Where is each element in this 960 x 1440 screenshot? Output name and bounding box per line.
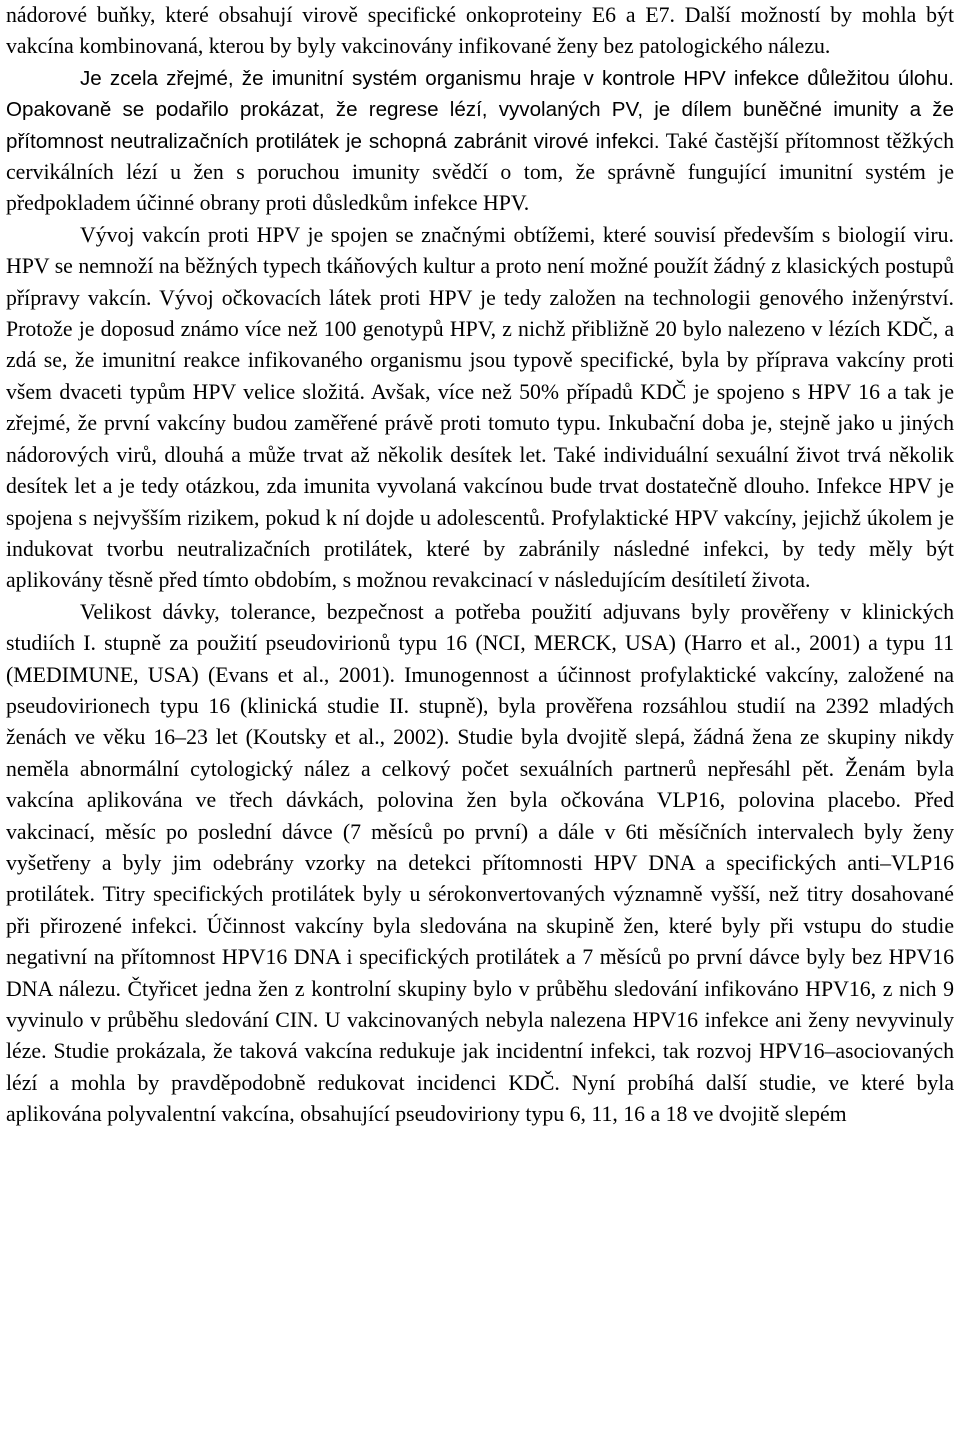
paragraph-2-part-1: Je zcela zřejmé, že imunitní systém organismu hraje v kontrole HPV infekce důležitou úlohu. Opakovaně se podařilo prokázat, že regrese lézí, vyvolaných PV, je dílem buněčné imunity a že přítomnost neutralizačních protilátek je schopná zabránit virové infekci. <box>6 66 954 153</box>
paragraph-1-part-2: Další možností by mohla být vakcína kombinovaná, kterou by byly vakcinovány infikované ženy bez patologického nálezu. <box>6 3 954 59</box>
paragraph-2 <box>6 63 954 220</box>
paragraph-2-part-2: Také častější přítomnost těžkých cervikálních lézí u žen s poruchou imunity svědčí o tom, že správně fungující imunitní systém je předpokladem účinné obrany proti důsledkům infekce HPV. <box>6 128 954 216</box>
paragraph-1 <box>6 0 954 63</box>
paragraph-4-text: Velikost dávky, tolerance, bezpečnost a potřeba použití adjuvans byly prověřeny v klinických studiích I. stupně za použití pseudovirionů typu 16 (NCI, MERCK, USA) (Harro et al., 2001) a typu 11 (MEDIMUNE, USA) (Evans et al., 2001). Imunogennost a účinnost profylaktické vakcíny, založené na pseudovirionech typu 16 (klinická studie II. stupně), byla prověřena rozsáhlou studií na 2392 mladých ženách ve věku 16–23 let (Koutsky et al., 2002). Studie byla dvojitě slepá, žádná žena ze skupiny nikdy neměla abnormální cytologický nález a celkový počet sexuálních partnerů nepřesáhl pět. Ženám byla vakcína aplikována ve třech dávkách, polovina žen byla očkována VLP16, polovina placebo. Před vakcinací, měsíc po poslední dávce (7 měsíců po první) a dále v 6ti měsíčních intervalech byly ženy vyšetřeny a byly jim odebrány vzorky na detekci přítomnosti HPV DNA a specifických anti–VLP16 protilátek. Titry specifických protilátek byly u sérokonvertovaných významně vyšší, než titry dosahované při přirozené infekci. Účinnost vakcíny byla sledována na skupině žen, které byly při vstupu do studie negativní na přítomnost HPV16 DNA i specifických protilátek a 7 měsíců po první dávce byly bez HPV16 DNA nálezu. Čtyřicet jedna žen z kontrolní skupiny bylo v průběhu sledování infikováno HPV16, z nich 9 vyvinulo v průběhu sledování CIN. U vakcinovaných nebyla nalezena HPV16 infekce ani ženy nevyvinuly léze. Studie prokázala, že taková vakcína redukuje jak incidentní infekci, tak rozvoj HPV16–asociovaných lézí a mohla by pravděpodobně redukovat incidenci KDČ. Nyní probíhá další studie, ve které byla aplikována polyvalentní vakcína, obsahující pseudoviriony typu 6, 11, 16 a 18 ve dvojitě slepém <box>6 599 954 1127</box>
paragraph-3-text: Vývoj vakcín proti HPV je spojen se značnými obtížemi, které souvisí především s biologií viru. HPV se nemnoží na běžných typech tkáňových kultur a proto není možné použít žádný z klasických postupů přípravy vakcín. Vývoj očkovacích látek proti HPV je tedy založen na technologii genového inženýrství. Protože je doposud známo více než 100 genotypů HPV, z nichž přibližně 20 bylo nalezeno v lézích KDČ, a zdá se, že imunitní reakce infikovaného organismu jsou typově specifické, byla by příprava vakcíny proti všem dvaceti typům HPV velice složitá. Avšak, více než 50% případů KDČ je spojeno s HPV 16 a tak je zřejmé, že první vakcíny budou zaměřené právě proti tomuto typu. Inkubační doba je, stejně jako u jiných nádorových virů, dlouhá a může trvat až několik desítek let. Také individuální sexuální život trvá několik desítek let a je tedy otázkou, zda imunita vyvolaná vakcínou bude trvat dostatečně dlouho. Infekce HPV je spojena s nejvyšším rizikem, pokud k ní dojde u adolescentů. Profylaktické HPV vakcíny, jejichž úkolem je indukovat tvorbu neutralizačních protilátek, které by zabránily následné infekci, by tedy měly být aplikovány těsně před tímto obdobím, s možnou revakcinací v následujícím desítiletí života. <box>6 222 954 593</box>
paragraph-3 <box>6 220 954 597</box>
paragraph-1-part-1: nádorové buňky, které obsahují virově specifické onkoproteiny E6 a E7. <box>6 3 675 27</box>
paragraph-4 <box>6 597 954 1131</box>
